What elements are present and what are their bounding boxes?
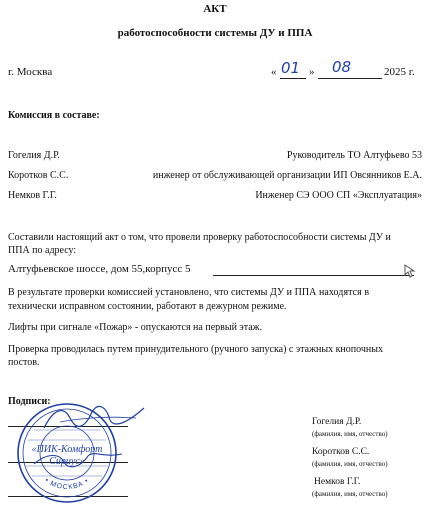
check-line-1: Проверка проводилась путем принудительного (ручного запуска) с этажных кнопочных — [8, 344, 383, 355]
signatures-heading: Подписи: — [8, 396, 51, 407]
address-underline — [213, 275, 414, 276]
commission-heading: Комиссия в составе: — [8, 110, 100, 121]
date-day: 01 — [281, 59, 301, 77]
day-underline — [280, 78, 306, 79]
signatory-name: Немков Г.Г. — [314, 477, 361, 487]
check-line-2: постов. — [8, 357, 40, 368]
signatory-caption: (фамилия, имя, отчество) — [312, 490, 388, 498]
handwritten-signature — [40, 398, 150, 438]
member-position: Инженер СЭ ООО СП «Эксплуатация» — [255, 190, 422, 201]
date-open-quote: « — [271, 66, 277, 78]
lifts-line: Лифты при сигнале «Пожар» - опускаются на первый этаж. — [8, 322, 263, 333]
intro-line-2: ППА по адресу: — [8, 245, 77, 256]
signatory-caption: (фамилия, имя, отчество) — [312, 430, 388, 438]
result-line-2: технически исправном состоянии, работают в дежурном режиме. — [8, 301, 287, 312]
cursor-arrow-icon — [404, 264, 416, 278]
stamp-bottom-text: • МОСКВА • — [43, 477, 91, 492]
member-name: Гогелия Д.Р. — [8, 150, 60, 161]
document-title: АКТ — [203, 3, 227, 15]
city: г. Москва — [8, 66, 53, 78]
document-subtitle: работоспособности системы ДУ и ППА — [117, 27, 313, 39]
month-underline — [318, 78, 382, 79]
signatory-name: Коротков С.С. — [312, 447, 370, 457]
date-close-quote: » — [309, 66, 315, 78]
date-year: 2025 г. — [384, 66, 415, 78]
member-name: Коротков С.С. — [8, 170, 69, 181]
signatory-name: Гогелия Д.Р. — [312, 417, 362, 427]
date-month: 08 — [332, 58, 352, 76]
stamp-center-line-1: «ПИК-Комфорт — [31, 444, 103, 455]
member-name: Немков Г.Г. — [8, 190, 57, 201]
result-line-1: В результате проверки комиссией установлено, что системы ДУ и ППА находятся в — [8, 287, 370, 298]
signatory-caption: (фамилия, имя, отчество) — [312, 460, 388, 468]
address: Алтуфьевское шоссе, дом 55,корпусс 5 — [8, 263, 191, 275]
stamp-center-line-2: Сириус» — [49, 456, 85, 467]
intro-line-1: Составили настоящий акт о том, что провели проверку работоспособности системы ДУ и — [8, 232, 391, 243]
svg-text:• МОСКВА • — [43, 477, 90, 491]
member-position: Руководитель ТО Алтуфьево 53 — [286, 150, 422, 161]
member-position: инженер от обслуживающей организации ИП Овсянников Е.А. — [152, 170, 422, 181]
handwritten-signature — [30, 448, 130, 472]
